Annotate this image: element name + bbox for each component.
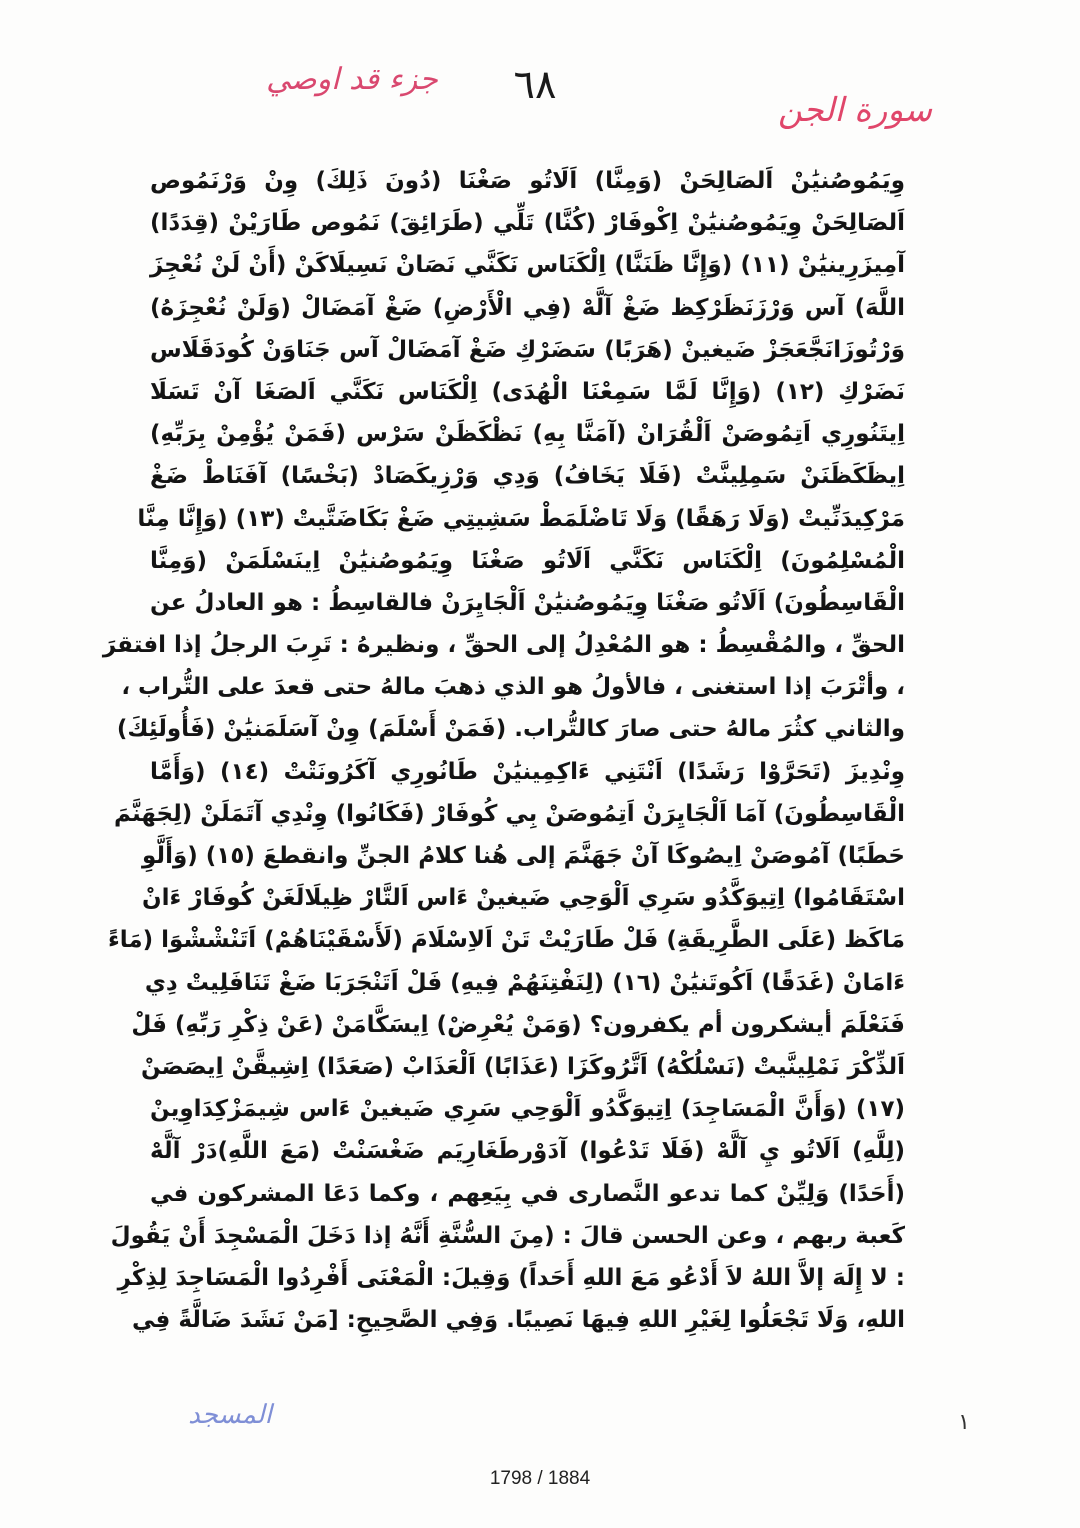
handwritten-surah-title: سورة الجن (777, 90, 933, 129)
text-line: نَضَرْكِ (١٢) (وَإِنَّا لَمَّا سَمِعْنَا الْهُدَى) اِلْكَنَاس نَكَنَّي اَلصَغَا آنْ تَسَلَا (150, 378, 905, 405)
text-body (102, 160, 905, 1341)
text-line: اسْتَقَامُوا) اِتِيوَكَّدُو سَرِي اَلْوَحِي ضَيغينْ ءَاس اَلتَّارْ ظِيلَالَغَنْ كُوفَارْ ءَانْ (142, 885, 905, 912)
text-line: الحقِّ ، والمُقْسِطُ : هو المُعْدِلُ إلى الحقِّ ، ونظيرهُ : تَرِبَ الرجلُ إذا افتقرَ (102, 632, 905, 659)
text-line: مَرْكِيدَنِّيتْ (وَلَا رَهَقًا) وَلَا تَاضْلَمَطْ سَشِيتِي ضَغْ بَكَاضَتَّيتْ (١٣) (وَإِنَّا مِنَّا (137, 505, 905, 532)
text-line: وِنْدِيزَ (تَحَرَّوْا رَشَدًا) اَنْتَنِي ءَاكِمِينيَٰنْ طَانُورِي آكَرُونَتْتْ (١٤) (وَأَمَّا (150, 758, 905, 785)
text-line: كَعبة ربهم ، وعن الحسن قالَ : (مِنَ السُّنَّةِ أَنَّهُ إذا دَخَلَ الْمَسْجِدَ أَنْ يَقُولَ (110, 1222, 905, 1249)
text-line: الْمُسْلِمُونَ) اِلْكَنَاس نَكَنَّي اَلَاتُو صَغْنَا وِيَمُوصُنيَٰنْ اِينَسْلَمَنْ (وَمِنَّا (150, 547, 905, 574)
page-counter: 1798 / 1884 (489, 1468, 591, 1489)
text-line: ءَامَانْ (غَدَقًا) اَكُوتَنيَٰنْ (١٦) (لِنَفْتِنَهُمْ فِيهِ) فَلْ اَتَنْجَرَبَا ضَغْ تَنَافَلِيتْ دِي (144, 969, 905, 996)
handwritten-part-note: جزء قد اوصي (266, 62, 438, 97)
text-line: آمِيزَرِينيَٰنْ (١١) (وَإِنَّا ظَنَنَّا) اِلْكَنَاس نَكَنَّي نَصَانْ نَسِيلَاكَنْ (أَنْ لَنْ نُعْجِزَ (150, 252, 905, 279)
text-line: (١٧) (وَأَنَّ الْمَسَاجِدَ) اِتِيوَكَّدُو اَلْوَحِي سَرِي ضَيغينْ ءَاس شِيمَزْكِدَاوِينْ (150, 1096, 905, 1123)
text-line: اِيتَنُورِي اَتِمُوصَنْ اَلْقُرَانْ (آمَنَّا بِهِ) نَظْكَظَنْ سَرْس (فَمَنْ يُؤْمِنْ بِرَبِّهِ) (150, 421, 905, 448)
text-line: والثاني كثُرَ مالهُ حتى صارَ كالتُّراب. (فَمَنْ أَسْلَمَ) وِنْ آسَلَمَنيَٰنْ (فَأُولَئِكَ) (116, 716, 905, 743)
text-line: اللَّهَ) آس وَرْزَنَظَرْكِظ ضَغْ آلَّهْ (فِي الْأَرْضِ) ضَغْ آمَضَالْ (وَلَنْ نُعْجِزَهُ) (150, 294, 905, 321)
handwritten-footer-note: المسجد (188, 1400, 272, 1430)
text-line: الْقَاسِطُونَ) آمَا اَلْجَايِرَنْ اَتِمُوصَنْ بِي كُوفَارْ (فَكَانُوا) وِنْدِي آتَمَلَنْ (لِجَهَنَّمَ (113, 800, 905, 827)
text-line: مَاكَظ (عَلَى الطَّرِيقَةِ) فَلْ طَارَيْتْ تَنْ اَلاِسْلَامَ (لَأَسْقَيْنَاهُمْ) اَتَنْشْشْوَا (مَاءً (108, 927, 905, 954)
margin-mark: ١ (958, 1410, 970, 1435)
text-line: اِيظَكَظَنَنْ سَمِلِينَّتْ (فَلَا يَخَافُ) وَدِي وَرْزِيكَصَادْ (بَخْسًا) آفَنَاطْ ضَغْ (150, 463, 905, 490)
page-number: ٦٨ (513, 62, 557, 108)
text-line: ، وأتْرَبَ إذا استغنى ، فالأولُ هو الذي ذهبَ مالهُ حتى قعدَ على التُّراب ، (121, 674, 905, 701)
text-line: الْقَاسِطُونَ) اَلَاتُو صَغْنَا وِيَمُوصُنيَٰنْ اَلْجَايِرَنْ فالقاسِطُ : هو العادلُ عن (150, 589, 905, 616)
text-line: اَلذِّكْرَ نَمْلِينَّيتْ (نَسْلُكْهُ) اَتَّرُوكَزَا (عَذَابًا) اَلْعَذَابْ (صَعَدًا) اِشِيقَّنْ اِيصَصَنْ (140, 1053, 905, 1080)
text-line: حَطَبًا) آمُوصَنْ اِيصُوكَا آنْ جَهَنَّمَ إلى هُنا كلامُ الجنِّ وانقطعَ (١٥) (وَأَلَّوِ (142, 843, 905, 869)
text-line: (لِلَّهِ) اَلَاتُو يِ آلَّهْ (فَلَا تَدْعُوا) آدَوْرطَغَارِيَم ضَغْسَنْتْ (مَعَ اللَّهِ)دَرْ آلَّهْ (150, 1138, 905, 1165)
text-line: وَرْتُوزَانَجَّعَجَزْ ضَيغينْ (هَرَبًا) سَضَرْكِ ضَغْ آمَضَالْ آس جَنَاوَنْ كُودَقَلَاس (150, 336, 905, 363)
text-line: اَلصَالِحَنْ وِيَمُوصُنيَٰنْ اِكْوفَارْ (كُنَّا) تَلِّي (طَرَائِقَ) نَمُوص طَارَيْنْ (قِدَدًا) (150, 210, 905, 237)
text-line: وِيَمُوصُنيَٰنْ اَلصَالِحَنْ (وَمِنَّا) اَلَاتُو صَغْنَا (دُونَ ذَلِكَ) وِنْ وَرْنَمُوص (150, 168, 905, 194)
text-line: : لا إِلَهَ إلاَّ اللهُ لاَ أَدْعُو مَعَ اللهِ أَحَداً) وَقِيلَ: الْمَعْنَى أَفْرِدُوا الْمَسَاجِدَ لِذِكْرِ (117, 1264, 905, 1291)
text-line: فَنَعْلَمَ أيشكرون أم يكفرون؟ (وَمَنْ يُعْرِضْ) اِيسَكَّامَنْ (عَنْ ذِكْرِ رَبِّهِ) فَلْ (131, 1011, 905, 1038)
text-line: (أَحَدًا) وَلِيِّنْ كما تدعو النَّصارى في بِيَعِهم ، وكما دَعَا المشركون في (150, 1180, 905, 1207)
text-line: اللهِ، وَلَا تَجْعَلُوا لِغَيْرِ اللهِ فِيهَا نَصِيبًا. وَفِي الصَّحِيحِ: [مَنْ نَشَدَ ضَالَّةً فِي (132, 1307, 905, 1334)
